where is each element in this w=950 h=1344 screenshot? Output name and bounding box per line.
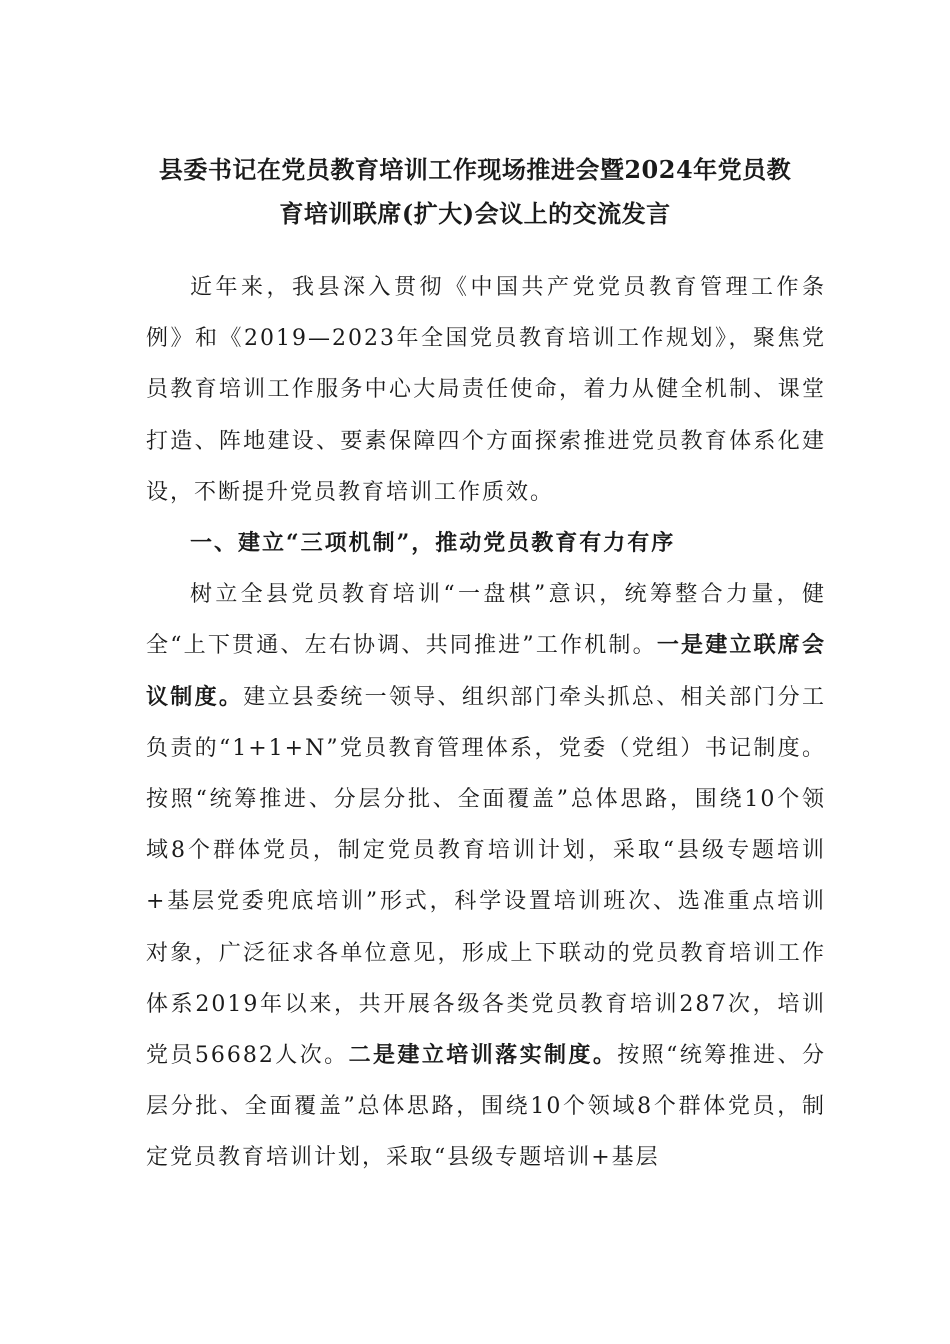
intro-paragraph: 近年来，我县深入贯彻《中国共产党党员教育管理工作条例》和《2019—2023年全国党员教育培训工作规划》，聚焦党员教育培训工作服务中心大局责任使命，着力从健全机制、课堂打造、阵地建设、要素保障四个方面探索推进党员教育体系化建设，不断提升党员教育培训工作质效。 bbox=[146, 275, 826, 505]
point2-title: 二是建立培训落实制度。 bbox=[348, 1042, 618, 1069]
document-title bbox=[130, 148, 820, 236]
document-body bbox=[146, 262, 826, 1184]
title-line-2: 育培训联席(扩大)会议上的交流发言 bbox=[279, 199, 671, 228]
section-heading: 一、建立“三项机制”，推动党员教育有力有序 bbox=[190, 530, 676, 557]
title-line-1: 县委书记在党员教育培训工作现场推进会暨2024年党员教 bbox=[158, 155, 792, 184]
point1-title: 一是建立联席会议制度。 bbox=[146, 632, 826, 710]
section-lead: 树立全县党员教育培训“一盘棋”意识，统筹整合力量，健全“上下贯通、左右协调、共同推进”工作机制。 bbox=[146, 582, 826, 659]
point1-text: 建立县委统一领导、组织部门牵头抓总、相关部门分工负责的“1+1+N”党员教育管理体系，党委（党组）书记制度。按照“统筹推进、分层分批、全面覆盖”总体思路，围绕10个领域8个群体党员，制定党员教育培训计划，采取“县级专题培训+基层党委兜底培训”形式，科学设置培训班次、选准重点培训对象，广泛征求各单位意见，形成上下联动的党员教育培训工作体系2019年以来，共开展各级各类党员教育培训287次，培训党员56682人次。 bbox=[146, 684, 826, 1069]
point2-text: 按照“统筹推进、分层分批、全面覆盖”总体思路，围绕10个领域8个群体党员，制定党员教育培训计划，采取“县级专题培训+基层 bbox=[146, 1043, 826, 1171]
section-paragraph bbox=[146, 569, 826, 1183]
